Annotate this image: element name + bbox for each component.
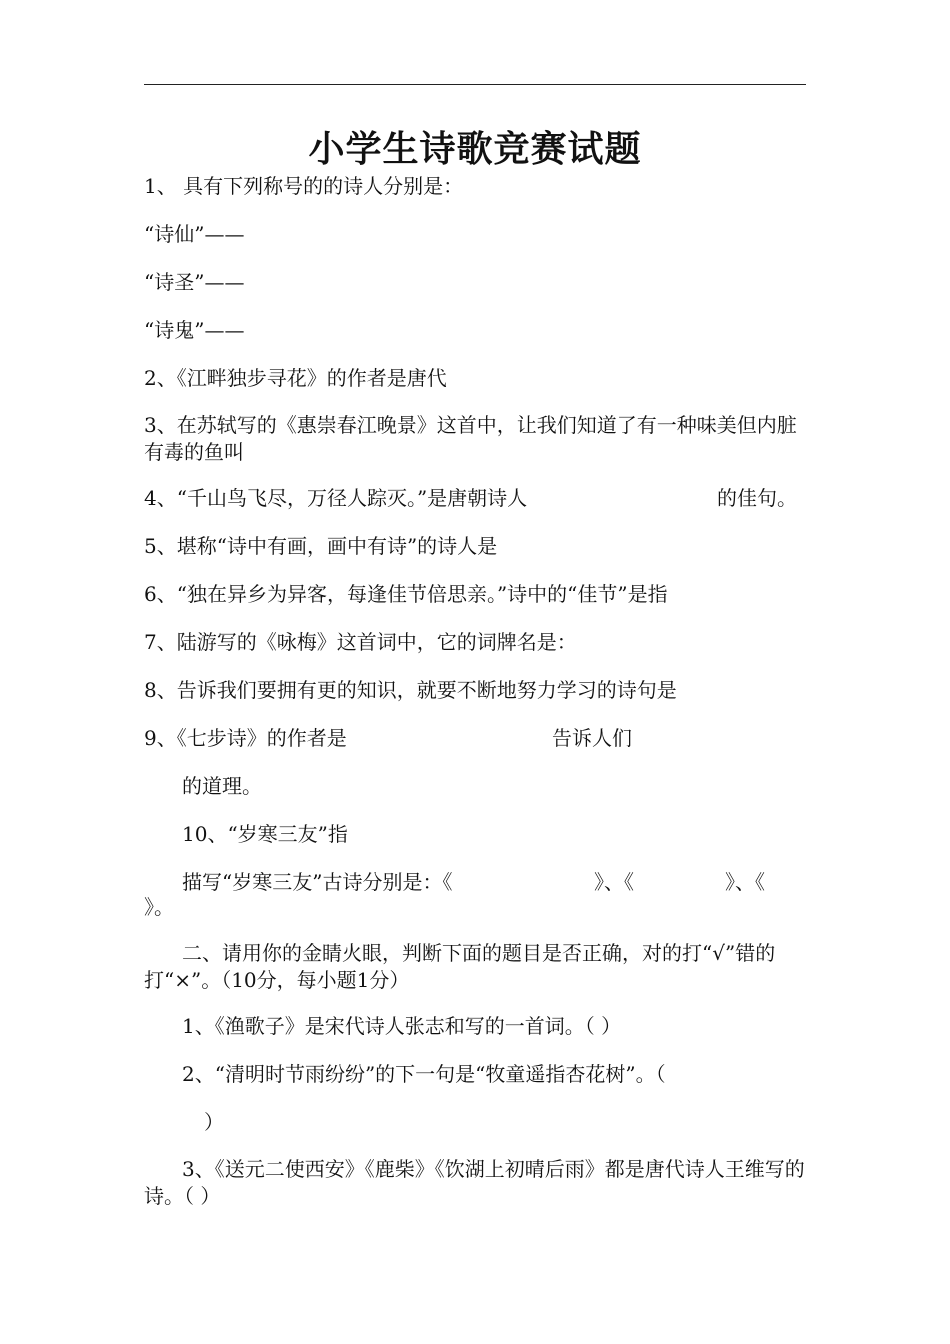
question-7: 7、陆游写的《咏梅》这首词中，它的词牌名是： [144, 630, 577, 654]
page-title: 小学生诗歌竞赛试题 [308, 129, 642, 170]
question-8: 8、告诉我们要拥有更的知识，就要不断地努力学习的诗句是 [144, 678, 677, 702]
question-10-end: 》。 [144, 895, 174, 919]
judge-1: 1、《渔歌子》是宋代诗人张志和写的一首词。（ ） [182, 1014, 622, 1038]
judge-2: 2、“清明时节雨纷纷”的下一句是“牧童遥指杏花树”。（ [182, 1062, 666, 1086]
question-1-poet-immortal: “诗仙”—— [144, 222, 245, 246]
question-5: 5、堪称“诗中有画，画中有诗”的诗人是 [144, 534, 498, 558]
question-3: 3、在苏轼写的《惠崇春江晚景》这首中，让我们知道了有一种味美但内脏有毒的鱼叫 [144, 413, 797, 464]
question-10: 10、“岁寒三友”指 [182, 822, 348, 846]
section-2-heading: 二、请用你的金睛火眼，判断下面的题目是否正确，对的打“√”错的打“×”。（10分，每小题1分） [144, 941, 776, 992]
question-4-end: 的佳句。 [717, 486, 797, 510]
question-1: 1、 具有下列称号的的诗人分别是： [144, 174, 464, 198]
header-rule [144, 84, 806, 85]
question-10-poems: 描写“岁寒三友”古诗分别是：《 [182, 870, 453, 894]
question-9-middle: 告诉人们 [552, 726, 632, 750]
judge-3: 3、《送元二使西安》《鹿柴》《饮湖上初晴后雨》都是唐代诗人王维写的诗。（ ） [144, 1157, 805, 1208]
judge-2-end: ） [204, 1110, 224, 1134]
question-10-bracket-2: 》、《 [594, 870, 634, 894]
question-10-bracket-3: 》、《 [725, 870, 765, 894]
question-9-end: 的道理。 [182, 774, 262, 798]
question-1-poet-ghost: “诗鬼”—— [144, 318, 245, 342]
question-1-poet-sage: “诗圣”—— [144, 270, 245, 294]
question-2: 2、《江畔独步寻花》的作者是唐代 [144, 366, 447, 390]
question-9: 9、《七步诗》的作者是 [144, 726, 347, 750]
question-6: 6、“独在异乡为异客，每逢佳节倍思亲。”诗中的“佳节”是指 [144, 582, 668, 606]
question-4: 4、“千山鸟飞尽，万径人踪灭。”是唐朝诗人 [144, 486, 528, 510]
